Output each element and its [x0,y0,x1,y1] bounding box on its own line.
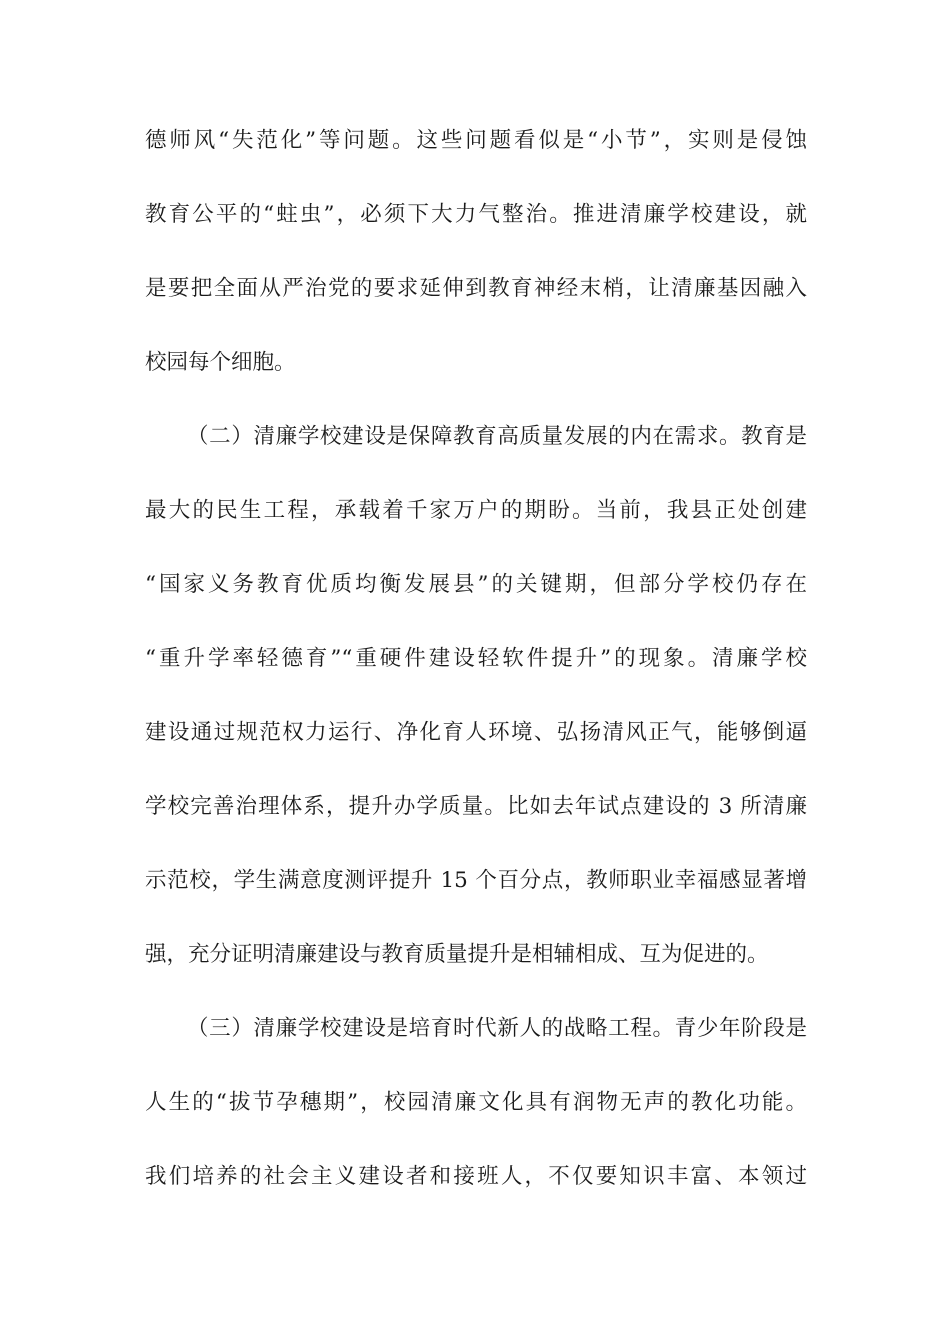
text-line: 教育公平的“蛀虫”，必须下大力气整治。推进清廉学校建设，就 [145,202,807,227]
text-line: 强，充分证明清廉建设与教育质量提升是相辅相成、互为促进的。 [145,942,769,967]
text-line: 是要把全面从严治党的要求延伸到教育神经末梢，让清廉基因融入 [145,276,807,301]
text-line: 校园每个细胞。 [145,350,296,375]
paragraph-continuation [145,122,807,418]
text-line: “国家义务教育优质均衡发展县”的关键期，但部分学校仍存在 [145,572,807,597]
section-heading-line: （三）清廉学校建设是培育时代新人的战略工程。青少年阶段是 [187,1016,807,1041]
text-line: 示范校，学生满意度测评提升 15 个百分点，教师职业幸福感显著增 [145,868,807,893]
text-line: 我们培养的社会主义建设者和接班人，不仅要知识丰富、本领过 [145,1164,807,1189]
text-line: 建设通过规范权力运行、净化育人环境、弘扬清风正气，能够倒逼 [145,720,807,745]
section-heading-line: （二）清廉学校建设是保障教育高质量发展的内在需求。教育是 [187,424,807,449]
document-body [145,122,807,1232]
paragraph-section-2 [145,418,807,1010]
text-line: 最大的民生工程，承载着千家万户的期盼。当前，我县正处创建 [145,498,807,523]
text-line: 人生的“拔节孕穗期”，校园清廉文化具有润物无声的教化功能。 [145,1090,807,1115]
text-line: “重升学率轻德育”“重硬件建设轻软件提升”的现象。清廉学校 [145,646,807,671]
text-line: 学校完善治理体系，提升办学质量。比如去年试点建设的 3 所清廉 [145,794,807,819]
text-line: 德师风“失范化”等问题。这些问题看似是“小节”，实则是侵蚀 [145,128,807,153]
paragraph-section-3 [145,1010,807,1232]
